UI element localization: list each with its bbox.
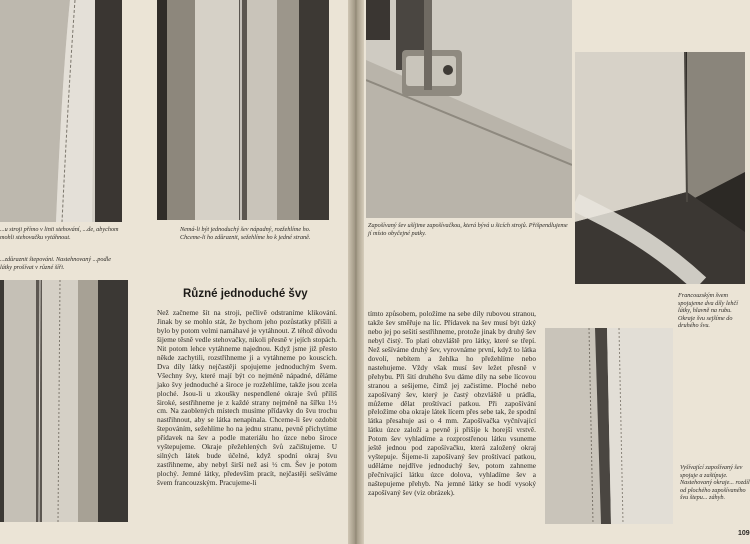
caption-french-seam: Francouzským švem spojujeme dva díly lehčí látky, hlavně na rubu. Okraje švu sejšíme do druhého švu. bbox=[678, 292, 738, 330]
body-text-right-column: tímto způsobem, položíme na sebe díly rubovou stranou, takže šev směřuje na líc. Přídavek na šev musí být úzký nebo jej po sešití sestřihneme, protože jinak by druhý šev nebyl čistý. To platí obzvláště pro látky, které se třepí. Než sešíváme druhý šev, vyrovnáme první, když to látka dovolí, nebítem a žehlka ho přežehlíme nebo nastehujeme. Vždy však musí šev ležet přesně v přehybu. Při šití druhého švu dáme díly na sebe lícovou stranou a sešijeme, čímž jej začistíme. Ploché nebo zapošívaný šev, který je častý obzvláště u prádla, můžeme dělat proštívací patkou. Při zapošívání přeložíme oba okraje látek lícem přes sebe tak, že spodní látka přesahuje asi o 4 mm. Zapošívačka vyčnívající látku úzce založí a pevně ji přišije k horejší vrstvě. Potom šev vyhladíme a rozprostřenou látku vsuneme ještě jednou pod zapošívačku, která založený okraj vyštepuje. Šijeme-li zapošívaný šev proštívací patkou, uděláme nejdříve jednoduchý šev, potom zahneme přečnívající látku úzce dolova, vyhladíme šev a naštepujeme přehyb. Na jemné látky se hodí vysoký zapošívaný šev (viz obrázek). bbox=[368, 309, 536, 498]
photo-felled-seam bbox=[545, 328, 673, 524]
section-heading: Různé jednoduché švy bbox=[183, 288, 308, 300]
caption-sewing-machine: Zapošívaný šev ušíjime zapošívačkou, která bývá u šicích strojů. Přišpendlujeme jí místo obyčejné patky. bbox=[368, 222, 568, 237]
photo-seam-stitching-top-left bbox=[0, 0, 122, 222]
caption-top-middle: Nemá-li být jednoduchý šev nápadný, rozžehlíme ho. Chceme-li ho zdůraznit, sežehlíme ho k jedné straně. bbox=[180, 226, 311, 241]
book-gutter bbox=[348, 0, 364, 544]
photo-pressed-seam bbox=[157, 0, 329, 220]
photo-french-seam bbox=[575, 52, 745, 284]
photo-topstitched-seam bbox=[0, 280, 128, 522]
caption-top-left: ...u stroji přímo v linii stehování, ...de, abychom mohli stehovačku vytáhnout. bbox=[0, 226, 119, 241]
caption-top-left-second: ...zdůraznit štepováni. Nastehnovaný ...podle látky prošívat v různé šíři. bbox=[0, 256, 112, 271]
page-number: 109 bbox=[738, 530, 750, 537]
caption-felled-seam: Vyšívající zapošívaný šev spojuje a zaštípuje. Nastehovaný okraje... rozdíl od plochého zapošívaného švu štepu... záhyb. bbox=[680, 464, 750, 502]
photo-sewing-machine-foot bbox=[366, 0, 572, 218]
body-text-left-column: Než začneme šít na stroji, pečlivě odstraníme klikování. Jinak by se mohlo stát, že bychom jeho pozůstatky přišili a bylo by potom velmi namáhavé je vytáhnout. Z téhož důvodu šijeme těsně vedle stehovačky, nikoli přesně v jejích stopách. Nit potom lehce vytáhneme najednou. Když jsme již přesto někde zachytili, rozstříhneme ji a vytáhneme po kouscích. Dva díly látky nejčastěji spojujeme jednoduchým švem. Všechny švy, které mají být co nejméně nápadné, děláme jako švy jednoduché a široce je rozžehlíme, takže jsou zcela ploché. Jsou-li u zkoušky nespendlené okraje švů příliš široké, sestřihneme je z každé strany nejméně na šířku 1½ cm. Na zaoblených místech musíme přídavky do švu trochu nastřihnout, aby se látka nenapínala. Chceme-li šev ozdobit štepováním, sežehlíme ho na jednu stranu, pevně přichytíme přídavek na šev a podle materiálu ho úzce nebo široce vyštepujeme. Okraje přežehlených švů začištujeme. U silných látek bude účelné, když spodní okraj švu zastřihneme, aby nebyl širší než asi ½ cm. Šev je potom plochý. Jemné látky, především pracít, nejčastěji sešíváme švem francouzským. Pracujeme-li bbox=[157, 308, 337, 488]
